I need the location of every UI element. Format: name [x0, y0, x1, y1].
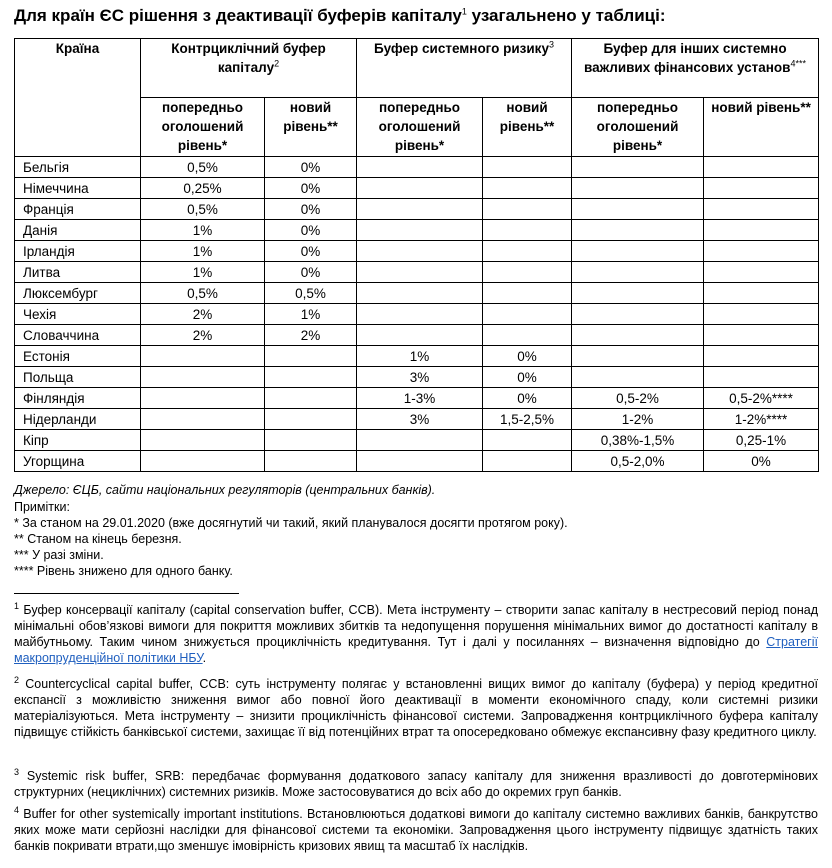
value-cell: [572, 346, 704, 367]
value-cell: [357, 220, 483, 241]
value-cell: [141, 409, 265, 430]
source-note: Джерело: ЄЦБ, сайти національних регуляторів (центральних банків).: [14, 483, 436, 497]
value-cell: [265, 388, 357, 409]
note-item: ** Станом на кінець березня.: [14, 532, 182, 546]
subheader-new-level: новий рівень**: [704, 98, 819, 157]
value-cell: 0%: [265, 199, 357, 220]
value-cell: 0%: [704, 451, 819, 472]
value-cell: [483, 262, 572, 283]
table-row: [15, 241, 819, 262]
value-cell: [141, 388, 265, 409]
value-cell: 1%: [357, 346, 483, 367]
table-row: [15, 409, 819, 430]
table-row: [15, 157, 819, 178]
value-cell: 0,5-2%****: [704, 388, 819, 409]
buffers-table: [14, 38, 819, 472]
value-cell: 0,5%: [141, 199, 265, 220]
country-cell: Естонія: [15, 346, 141, 367]
notes-title: Примітки:: [14, 500, 70, 514]
value-cell: 1,5-2,5%: [483, 409, 572, 430]
country-cell: Ірландія: [15, 241, 141, 262]
note-item: * За станом на 29.01.2020 (вже досягнутий чи такий, який планувалося досягти протягом року).: [14, 516, 568, 530]
value-cell: [141, 430, 265, 451]
value-cell: 0,5%: [265, 283, 357, 304]
value-cell: [357, 325, 483, 346]
value-cell: [141, 451, 265, 472]
country-cell: Кіпр: [15, 430, 141, 451]
value-cell: 1-2%****: [704, 409, 819, 430]
heading-footnote-ref[interactable]: 1: [461, 6, 467, 17]
footnote-3: $^3$ Systemic risk buffer, SRB: передбачає формування додаткового запасу капіталу для зниження вразливості до довготермінових структурних (нециклічних) системних ризиків. Може застосовуватися до всіх або до окремих груп банків.: [14, 766, 818, 799]
value-cell: [483, 241, 572, 262]
value-cell: 2%: [141, 304, 265, 325]
value-cell: 0%: [265, 178, 357, 199]
country-cell: Німеччина: [15, 178, 141, 199]
value-cell: [572, 241, 704, 262]
value-cell: [357, 199, 483, 220]
table-row: [15, 367, 819, 388]
value-cell: 0,5%: [141, 157, 265, 178]
strategy-link[interactable]: Стратегії макропруденційної політики НБУ: [14, 635, 818, 665]
value-cell: 2%: [141, 325, 265, 346]
header-country: Країна: [15, 39, 141, 157]
value-cell: [704, 241, 819, 262]
country-cell: Бельгія: [15, 157, 141, 178]
value-cell: [265, 346, 357, 367]
value-cell: [483, 430, 572, 451]
value-cell: [572, 304, 704, 325]
value-cell: [265, 367, 357, 388]
value-cell: [483, 178, 572, 199]
value-cell: [265, 430, 357, 451]
value-cell: [704, 325, 819, 346]
value-cell: 0%: [265, 157, 357, 178]
country-cell: Люксембург: [15, 283, 141, 304]
value-cell: 0,5-2%: [572, 388, 704, 409]
value-cell: 3%: [357, 409, 483, 430]
document-heading: [14, 6, 666, 26]
value-cell: 1%: [141, 262, 265, 283]
value-cell: [572, 325, 704, 346]
value-cell: [704, 262, 819, 283]
header-osii-buffer: Буфер для інших системно важливих фінансових установ$^{4***}$: [572, 39, 819, 98]
value-cell: [483, 220, 572, 241]
value-cell: [265, 451, 357, 472]
table-row: [15, 199, 819, 220]
table-row: [15, 325, 819, 346]
value-cell: [572, 283, 704, 304]
value-cell: [357, 241, 483, 262]
note-item: **** Рівень знижено для одного банку.: [14, 564, 233, 578]
value-cell: 1%: [265, 304, 357, 325]
value-cell: [483, 304, 572, 325]
table-row: [15, 451, 819, 472]
country-cell: Чехія: [15, 304, 141, 325]
value-cell: 0%: [483, 367, 572, 388]
country-cell: Фінляндія: [15, 388, 141, 409]
value-cell: 1%: [141, 241, 265, 262]
value-cell: 0,5%: [141, 283, 265, 304]
table-body: [15, 157, 819, 472]
subheader-previous-level: попередньо оголошений рівень*: [357, 98, 483, 157]
subheader-previous-level: попередньо оголошений рівень*: [572, 98, 704, 157]
table-row: [15, 178, 819, 199]
value-cell: [357, 157, 483, 178]
value-cell: 1-3%: [357, 388, 483, 409]
value-cell: [483, 325, 572, 346]
value-cell: 0%: [265, 220, 357, 241]
header-countercyclical-buffer: Контрциклічний буфер капіталу$^2$: [141, 39, 357, 98]
value-cell: [572, 367, 704, 388]
footnote-4: $^4$ Buffer for other systemically important institutions. Встановлюються додаткові вимоги до капіталу системно важливих банків, банкрутство яких може мати серйозні наслідки для фінансової системи та економіки. Запровадження цього інструменту підвищує здатність таких банків покривати втрати,що зменшує імовірність кризових явищ та масштаб їх наслідків.: [14, 804, 818, 853]
value-cell: [572, 220, 704, 241]
value-cell: 0,25%: [141, 178, 265, 199]
subheader-new-level: новий рівень**: [483, 98, 572, 157]
table-row: [15, 283, 819, 304]
heading-text: Для країн ЄС рішення з деактивації буферів капіталу: [14, 6, 462, 25]
value-cell: [704, 283, 819, 304]
value-cell: [704, 346, 819, 367]
value-cell: [483, 199, 572, 220]
table-row: [15, 304, 819, 325]
value-cell: 0,5-2,0%: [572, 451, 704, 472]
table-row: [15, 262, 819, 283]
country-cell: Франція: [15, 199, 141, 220]
value-cell: 3%: [357, 367, 483, 388]
country-cell: Польща: [15, 367, 141, 388]
heading-tail: узагальнено у таблиці:: [466, 6, 666, 25]
subheader-new-level: новий рівень**: [265, 98, 357, 157]
country-cell: Данія: [15, 220, 141, 241]
value-cell: [704, 157, 819, 178]
value-cell: [572, 199, 704, 220]
footnote-2: $^2$ Countercyclical capital buffer, CCB: суть інструменту полягає у встановленні вищих вимог до капіталу (буфера) у період кредитної експансії з можливістю зниження вимог або повної його деактивації в моменти економічного спаду, коли системні ризики матеріалізуються. Мета інструменту – знизити проциклічність фінансової системи. Запровадження контрциклічного буфера капіталу підвищує стійкість банківської системи, захищає її від потенційних втрат та опосередковано обмежує експансивну фазу кредитного циклу.: [14, 674, 818, 739]
value-cell: [572, 178, 704, 199]
subheader-previous-level: попередньо оголошений рівень*: [141, 98, 265, 157]
footnote-1: $^1$ Буфер консервації капіталу (capital conservation buffer, CCB). Мета інструменту – створити запас капіталу в нестресовий період понад мінімальні обов’язкові вимоги для покриття можливих збитків та недопущення порушення мінімальних вимог до достатності капіталу в майбутньому. Таким чином знижується проциклічність кредитування. Тут і далі у посиланнях – визначення відповідно до Стратегії макропруденційної політики НБУ.: [14, 600, 818, 665]
value-cell: [357, 451, 483, 472]
value-cell: [357, 283, 483, 304]
value-cell: [141, 367, 265, 388]
value-cell: 2%: [265, 325, 357, 346]
value-cell: [704, 304, 819, 325]
value-cell: [141, 346, 265, 367]
value-cell: [483, 451, 572, 472]
header-systemic-risk-buffer: Буфер системного ризику$^3$: [357, 39, 572, 98]
value-cell: 0,25-1%: [704, 430, 819, 451]
value-cell: [572, 157, 704, 178]
table-row: [15, 220, 819, 241]
table-row: [15, 346, 819, 367]
value-cell: [357, 304, 483, 325]
country-cell: Словаччина: [15, 325, 141, 346]
value-cell: [357, 430, 483, 451]
value-cell: [357, 178, 483, 199]
country-cell: Угорщина: [15, 451, 141, 472]
value-cell: [483, 283, 572, 304]
value-cell: 0%: [265, 241, 357, 262]
country-cell: Литва: [15, 262, 141, 283]
value-cell: [704, 367, 819, 388]
notes-block: [14, 499, 568, 579]
table-row: [15, 430, 819, 451]
value-cell: [572, 262, 704, 283]
value-cell: 1-2%: [572, 409, 704, 430]
value-cell: 0%: [483, 388, 572, 409]
value-cell: [704, 220, 819, 241]
table-row: [15, 388, 819, 409]
value-cell: 0,38%-1,5%: [572, 430, 704, 451]
value-cell: 1%: [141, 220, 265, 241]
value-cell: 0%: [265, 262, 357, 283]
value-cell: [483, 157, 572, 178]
country-cell: Нідерланди: [15, 409, 141, 430]
footnote-separator: [14, 593, 239, 594]
value-cell: [704, 199, 819, 220]
value-cell: [357, 262, 483, 283]
value-cell: [704, 178, 819, 199]
value-cell: 0%: [483, 346, 572, 367]
note-item: *** У разі зміни.: [14, 548, 104, 562]
value-cell: [265, 409, 357, 430]
